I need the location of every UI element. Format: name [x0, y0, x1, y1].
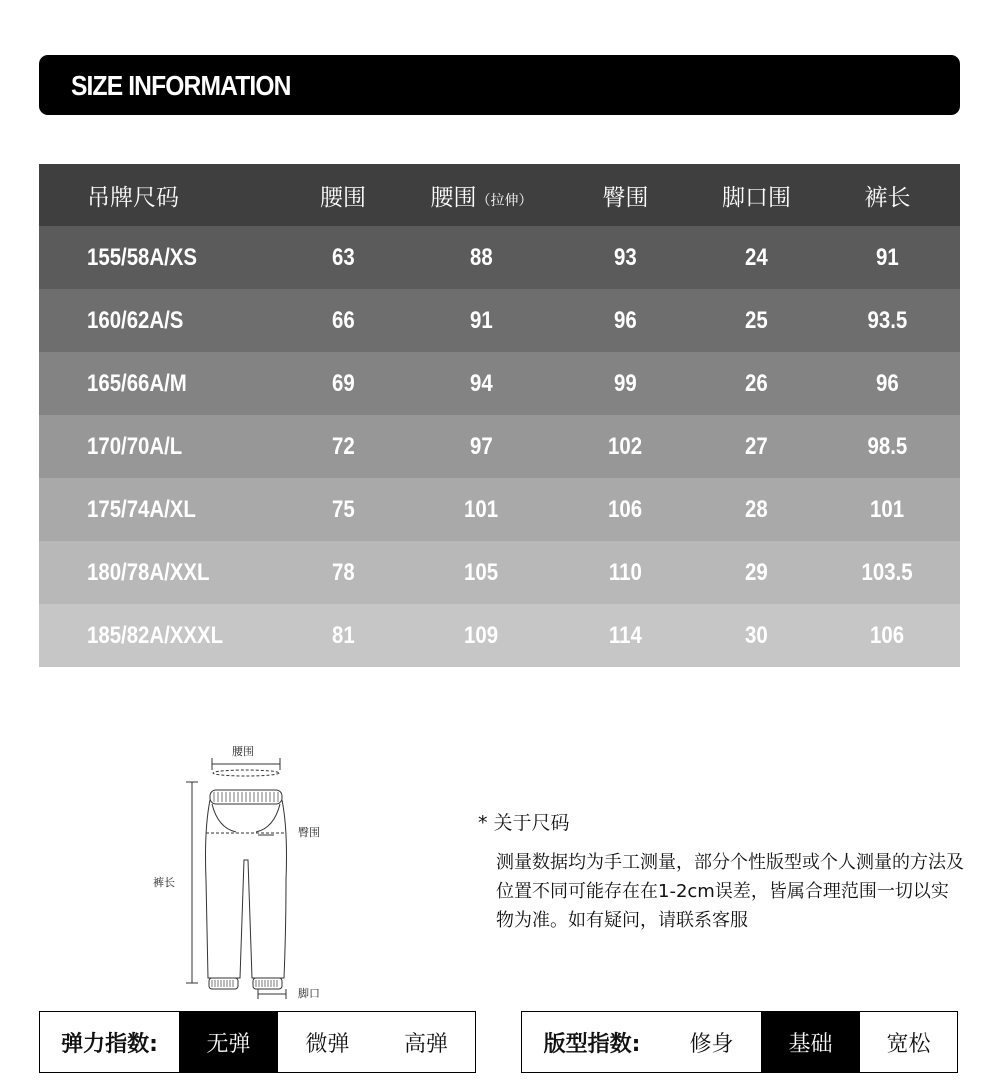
cell-waist-stretch: 101: [464, 495, 499, 523]
cell-size: 185/82A/XXXL: [87, 621, 224, 649]
table-row: [39, 352, 960, 415]
note-title: * 关于尺码: [478, 812, 570, 834]
cell-hip: 99: [614, 369, 637, 397]
elasticity-option-slight: 微弹: [305, 1031, 350, 1057]
fit-option-loose: 宽松: [886, 1031, 931, 1057]
cell-length: 93.5: [867, 306, 908, 334]
table-row: [39, 604, 960, 667]
cell-waist-stretch: 109: [464, 621, 499, 649]
cell-cuff: 24: [745, 243, 768, 271]
table-row: [39, 226, 960, 289]
elasticity-index: [39, 1011, 476, 1073]
header-cuff: 脚口围: [698, 164, 815, 226]
cell-size: 180/78A/XXL: [87, 558, 210, 586]
cell-waist: 81: [331, 621, 355, 649]
cell-hip: 93: [614, 243, 637, 271]
cell-waist-stretch: 97: [470, 432, 493, 460]
cell-cuff: 27: [745, 432, 768, 460]
cell-length: 91: [876, 243, 899, 271]
table-row: [39, 415, 960, 478]
fit-option-slim: 修身: [689, 1031, 734, 1057]
note-body: 测量数据均为手工测量，部分个性版型或个人测量的方法及位置不同可能存在在1-2cm误差，皆属合理范围一切以实物为准。如有疑问，请联系客服: [496, 852, 964, 931]
diagram-length-label: 裤长: [153, 876, 175, 889]
table-header-row: [39, 164, 960, 226]
cell-cuff: 30: [745, 621, 768, 649]
header-size: 吊牌尺码: [39, 164, 276, 226]
cell-waist-stretch: 105: [464, 558, 499, 586]
header-length: 裤长: [815, 164, 960, 226]
elasticity-option-none: 无弹: [179, 1012, 278, 1072]
cell-size: 175/74A/XL: [87, 495, 196, 523]
page-title: SIZE INFORMATION: [71, 70, 291, 101]
header-hip: 臀围: [553, 164, 698, 226]
elasticity-option-high: 高弹: [403, 1031, 448, 1057]
diagram-cuff-label: 脚口: [298, 987, 320, 1000]
cell-length: 106: [870, 621, 905, 649]
header-stretch-note: （拉伸）: [476, 192, 533, 209]
cell-waist-stretch: 91: [470, 306, 493, 334]
cell-waist: 63: [331, 243, 355, 271]
cell-hip: 102: [608, 432, 643, 460]
cell-size: 170/70A/L: [87, 432, 183, 460]
cell-cuff: 28: [745, 495, 768, 523]
cell-size: 160/62A/S: [87, 306, 184, 334]
cell-length: 103.5: [861, 558, 914, 586]
cell-hip: 96: [614, 306, 637, 334]
title-bar: [39, 55, 960, 115]
header-waist-stretch: 腰围（拉伸）: [410, 164, 553, 226]
fit-option-regular: 基础: [761, 1012, 860, 1072]
elasticity-label: 弹力指数:: [61, 1031, 158, 1057]
cell-length: 96: [876, 369, 899, 397]
cell-hip: 110: [609, 558, 642, 586]
cell-size: 165/66A/M: [87, 369, 187, 397]
diagram-hip-label: 臀围: [298, 826, 320, 839]
cell-length: 98.5: [867, 432, 908, 460]
fit-index: [521, 1011, 958, 1073]
cell-waist: 72: [331, 432, 355, 460]
table-row: [39, 541, 960, 604]
cell-hip: 106: [608, 495, 643, 523]
cell-cuff: 25: [745, 306, 768, 334]
table-row: [39, 289, 960, 352]
cell-waist-stretch: 94: [470, 369, 493, 397]
diagram-waist-label: 腰围: [232, 745, 254, 758]
table-row: [39, 478, 960, 541]
cell-waist: 75: [331, 495, 355, 523]
header-waist: 腰围: [276, 164, 410, 226]
cell-waist: 78: [331, 558, 355, 586]
cell-size: 155/58A/XS: [87, 243, 198, 271]
size-note: [478, 808, 964, 931]
pants-diagram: [140, 740, 340, 1010]
cell-cuff: 26: [745, 369, 768, 397]
cell-waist-stretch: 88: [470, 243, 493, 271]
size-table: [39, 164, 960, 667]
cell-hip: 114: [609, 621, 642, 649]
cell-waist: 66: [331, 306, 355, 334]
fit-label: 版型指数:: [543, 1031, 641, 1057]
cell-waist: 69: [331, 369, 355, 397]
cell-cuff: 29: [745, 558, 768, 586]
cell-length: 101: [870, 495, 905, 523]
